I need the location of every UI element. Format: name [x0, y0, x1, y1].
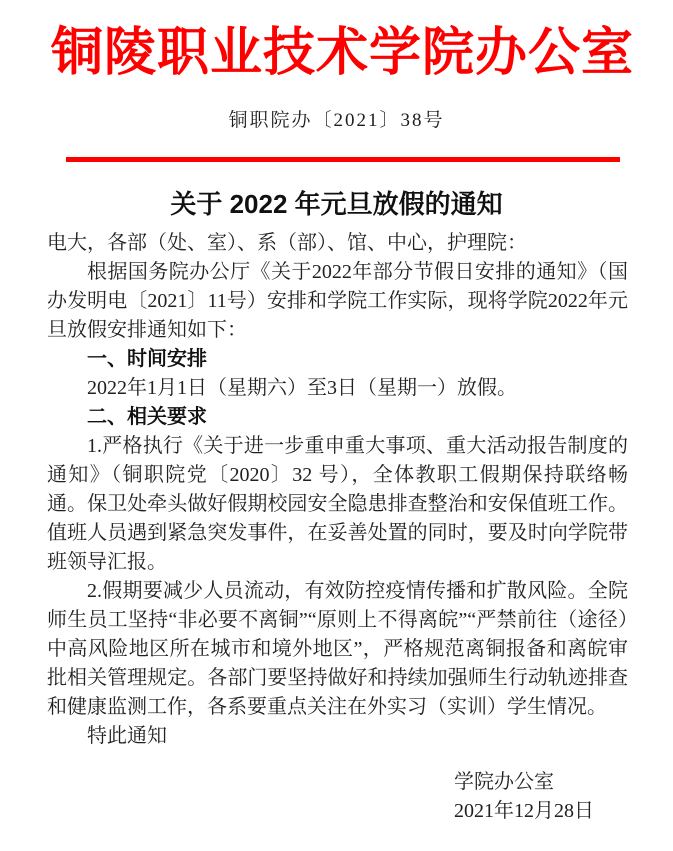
salutation: 电大，各部（处、室）、系（部）、馆、中心，护理院： [47, 232, 527, 254]
letterhead-divider [66, 157, 620, 162]
closing-phrase: 特此通知 [87, 725, 167, 747]
section-2-paragraph-1: 1.严格执行《关于进一步重申重大事项、重大活动报告制度的通知》（铜职院党〔2020〕32 号），全体教职工假期保持联络畅通。保卫处牵头做好假期校园安全隐患排查整治和安保值班工作。值班人员遇到紧急突发事件，在妥善处置的同时，要及时向学院带班领导汇报。 [47, 435, 628, 573]
letterhead-org-title: 铜陵职业技术学院办公室 [50, 25, 634, 82]
intro-paragraph: 根据国务院办公厅《关于2022年部分节假日安排的通知》（国办发明电〔2021〕11号）安排和学院工作实际，现将学院2022年元旦放假安排通知如下： [47, 261, 628, 341]
notice-title: 关于 2022 年元旦放假的通知 [170, 189, 503, 219]
notice-body [47, 229, 628, 826]
section-2-heading: 二、相关要求 [87, 406, 207, 428]
signature-block [454, 768, 628, 826]
signature-date: 2021年12月28日 [454, 800, 594, 822]
section-2-paragraph-2: 2.假期要减少人员流动，有效防控疫情传播和扩散风险。全院师生员工坚持“非必要不离铜”“原则上不得离皖”“严禁前往（途径）中高风险地区所在城市和境外地区”，严格规范离铜报备和离皖审批相关管理规定。各部门要坚持做好和持续加强师生行动轨迹排查和健康监测工作，各系要重点关注在外实习（实训）学生情况。 [47, 580, 628, 718]
section-1-heading: 一、时间安排 [87, 348, 207, 370]
signature-office: 学院办公室 [454, 771, 554, 793]
doc-number: 铜职院办〔2021〕38号 [228, 110, 445, 131]
section-1-paragraph: 2022年1月1日（星期六）至3日（星期一）放假。 [87, 377, 517, 399]
